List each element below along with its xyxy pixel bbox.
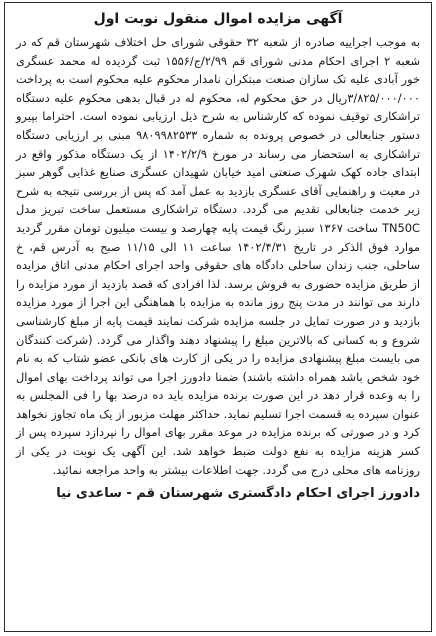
notice-title: آگهی مزایده اموال منقول نوبت اول	[93, 11, 343, 27]
notice-body: به موجب اجراییه صادره از شعبه ۳۲ حقوقی شورای حل اختلاف شهرستان قم که در شعبه ۲ اجرای احکام مدنی شورای قم ۲/۹۹/ج/۱۵۵۶ ثبت گردیده له محمد عسگری خور آبادی علیه تک سازان صنعت مبتکران نامدار محکوم علیه محکوم است به پرداخت ۳/۸۲۵/۰۰۰/۰۰۰ریال در حق محکوم له، محکوم له در قبال بدهی محکوم علیه دستگاه تراشکاری توقیف نموده که کارشناس به شرح ذیل ارزیابی نموده است. احتراما بپیرو دستور جنابعالی در خصوص پرونده به شماره ۹۸۰۹۹۸۲۵۳۳ مبنی بر ارزیابی دستگاه تراشکاری به استحضار می رساند در مورخ ۱۴۰۲/۲/۹ از یک دستگاه مذکور واقع در ابتدای جاده کهک شهرک صنعتی امید خیابان شهیدان عسگری صنایع غذایی گوهر سبز در معیت و راهنمایی آقای عسگری بازدید به عمل آمد که پس از بررسی نتیجه به شرح زیر خدمت جنابعالی تقدیم می گردد. دستگاه تراشکاری مستعمل ساخت تبریز مدل TN50C ساخت ۱۳۶۷ سبز رنگ قیمت پایه چهارصد و بیست میلیون تومان مقرر گردید موارد فوق الذکر در تاریخ ۱۴۰۲/۴/۳۱ ساعت ۱۱ الی ۱۱/۱۵ صبح به آدرس قم، خ ساحلی، جنب زندان ساحلی دادگاه های حقوقی واحد اجرای احکام مدنی اتاق مزایده از طریق مزایده حضوری به فروش برسد. لذا افرادی که قصد بازدید از مورد مزایده را دارند می توانند در مدت پنج روز مانده به مزایده با هماهنگی این اجرا از مورد مزایده بازدید و در صورت تمایل در جلسه مزایده شرکت نمایند قیمت پایه از مبلغ کارشناسی شروع و به کسانی که بالاترین مبلغ را پیشنهاد دهند واگذار می گردد. (شرکت کنندگان می بایست مبلغ پیشنهادی مزایده را در یکی از کارت های بانکی عضو شتاب که به نام خود شخص باشد همراه داشته باشند) ضمنا دادورز اجرا می تواند پرداخت بهای اموال را به وعده قرار دهد در این صورت برنده مزایده باید ده درصد بها را فی المجلس به عنوان سپرده به قسمت اجرا تسلیم نماید. حداکثر مهلت مزبور از یک ماه تجاوز نخواهد کرد و در صورتی که برنده مزایده در موعد مقرر بهای اموال را نپردازد سپرده پس از کسر هزینه مزایده به نفع دولت ضبط خواهد شد. این آگهی یک نوبت در یکی از روزنامه های محلی درج می گردد. جهت اطلاعات بیشتر به واحد مراجعه نمائید.	[16, 35, 421, 477]
notice-signature: دادورز اجرای احکام دادگستری شهرستان قم - ساعدی نیا	[56, 486, 420, 502]
auction-notice	[4, 2, 432, 632]
